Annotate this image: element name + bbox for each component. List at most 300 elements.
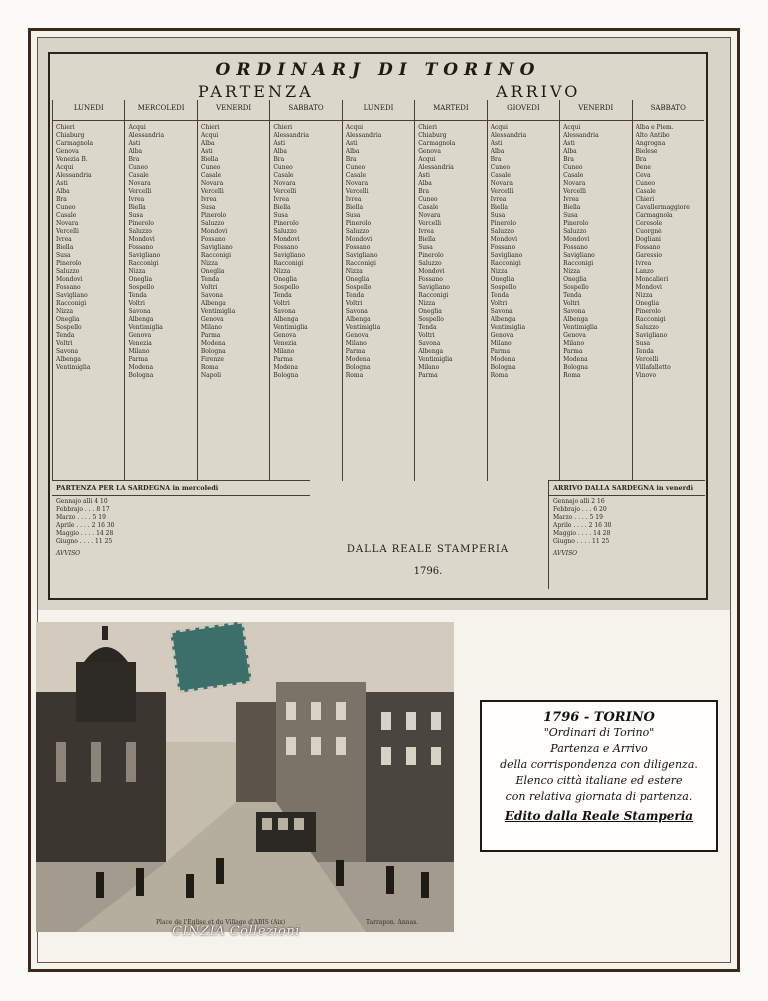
city-entry: Savona	[200, 292, 224, 299]
city-entry: Ivrea	[128, 196, 145, 203]
city-entry: Parma	[128, 356, 148, 363]
postcard-caption: Place de l'Eglise et du Village d'ABIS (Aix)	[156, 919, 286, 926]
city-entry: Susa	[200, 204, 216, 211]
city-entry: Alba	[345, 148, 360, 155]
city-entry: Oneglia	[418, 308, 442, 315]
city-entry: Chieri	[56, 124, 75, 131]
city-entry: Nizza	[635, 292, 653, 299]
city-entry: Saluzzo	[128, 228, 152, 235]
city-entry: Sospello	[128, 284, 155, 291]
city-entry: Asti	[563, 140, 575, 147]
arrivo-label: ARRIVO	[496, 82, 581, 101]
city-entry: Ceresole	[635, 220, 663, 227]
city-entry: Ventimiglia	[273, 324, 308, 331]
city-entry: Saluzzo	[345, 228, 370, 235]
day-header: SABBATO	[632, 100, 704, 120]
city-entry: Ivrea	[490, 196, 507, 203]
city-entry: Parma	[490, 348, 511, 355]
city-entry: Ivrea	[200, 196, 217, 203]
city-entry: Alba	[273, 148, 287, 155]
city-entry: Cuneo	[273, 164, 293, 171]
city-entry: Modena	[345, 356, 371, 363]
city-entry: Mondovì	[200, 228, 228, 235]
city-entry: Racconigi	[418, 292, 449, 299]
city-entry: Mondovì	[273, 236, 300, 243]
sardegna-row: Febbrajo . . . 8 17	[56, 506, 110, 513]
day-header: MARTEDI	[414, 100, 486, 120]
postcard-publisher: Tarrapon. Annas.	[366, 919, 419, 926]
city-entry: Pinerolo	[418, 252, 444, 259]
city-entry: Tenda	[563, 292, 582, 299]
city-entry: Savona	[490, 308, 513, 315]
sardegna-row: Maggio . . . . 14 28	[56, 530, 114, 537]
city-entry: Pinerolo	[563, 220, 589, 227]
city-entry: Acqui	[490, 124, 508, 131]
sardegna-row: Giugno . . . . 11 25	[56, 538, 113, 545]
city-entry: Nizza	[128, 268, 146, 275]
city-entry: Savona	[563, 308, 586, 315]
city-entry: Pinerolo	[635, 308, 661, 315]
city-entry: Angrogna	[635, 140, 666, 147]
city-column	[124, 121, 196, 481]
city-entry: Roma	[200, 364, 219, 371]
sardegna-arrivo	[548, 480, 705, 589]
city-entry: Fossano	[490, 244, 516, 251]
city-entry: Acqui	[345, 124, 364, 131]
city-entry: Racconigi	[345, 260, 376, 267]
city-entry: Albenga	[273, 316, 299, 323]
city-entry: Albenga	[418, 348, 444, 355]
city-entry: Oneglia	[128, 276, 153, 283]
city-entry: Bra	[56, 196, 67, 203]
day-headers	[52, 100, 704, 120]
city-entry: Parma	[273, 356, 293, 363]
city-entry: Casale	[128, 172, 149, 179]
city-entry: Pinerolo	[128, 220, 154, 227]
city-entry: Modena	[200, 340, 226, 347]
city-entry: Novara	[56, 220, 79, 227]
sardegna-row: Marzo . . . . 5 19	[56, 514, 106, 521]
city-entry: Novara	[128, 180, 151, 187]
city-entry: Biella	[200, 156, 219, 163]
city-entry: Mondovì	[418, 268, 445, 275]
city-entry: Albenga	[563, 316, 588, 323]
city-entry: Vercelli	[563, 188, 586, 195]
city-entry: Bra	[128, 156, 140, 163]
city-entry: Milano	[273, 348, 295, 355]
city-entry: Milano	[563, 340, 585, 347]
day-header: GIOVEDI	[487, 100, 559, 120]
city-entry: Susa	[56, 252, 71, 259]
city-entry: Venezia B.	[56, 156, 88, 163]
city-entry: Oneglia	[56, 316, 80, 323]
city-entry: Racconigi	[563, 260, 594, 267]
sardegna-row: Giugno . . . . 11 25	[553, 538, 610, 545]
city-entry: Tenda	[273, 292, 292, 299]
city-entry: Novara	[273, 180, 296, 187]
city-entry: Sospello	[490, 284, 517, 291]
city-entry: Milano	[128, 348, 150, 355]
city-entry: Oneglia	[490, 276, 515, 283]
city-entry: Mondovì	[128, 236, 155, 243]
city-entry: Ivrea	[56, 236, 72, 243]
day-header: LUNEDI	[342, 100, 414, 120]
city-entry: Sospello	[56, 324, 82, 331]
city-entry: Oneglia	[273, 276, 297, 283]
city-entry: Albenga	[56, 356, 81, 363]
day-header: SABBATO	[269, 100, 341, 120]
city-entry: Acqui	[563, 124, 581, 131]
city-entry: Cuneo	[418, 196, 438, 203]
city-entry: Milano	[200, 324, 222, 331]
city-entry: Mondovì	[490, 236, 518, 243]
sardegna-arrivo-title: ARRIVO DALLA SARDEGNA in venerdì	[549, 481, 705, 496]
city-entry: Savigliano	[56, 292, 88, 299]
city-entry: Bra	[635, 156, 647, 163]
city-column	[414, 121, 486, 481]
city-entry: Ivrea	[273, 196, 290, 203]
city-entry: Biella	[56, 244, 74, 251]
city-entry: Pinerolo	[490, 220, 517, 227]
city-entry: Dogliani	[635, 236, 661, 243]
city-entry: Racconigi	[490, 260, 521, 267]
city-entry: Parma	[345, 348, 366, 355]
city-entry: Pinerolo	[273, 220, 299, 227]
day-header: VENERDI	[559, 100, 631, 120]
city-entry: Chiaburg	[56, 132, 85, 139]
city-entry: Roma	[563, 372, 581, 379]
city-entry: Biella	[128, 204, 146, 211]
description-line: con relativa giornata di partenza.	[505, 790, 693, 803]
sardegna-partenza-title: PARTENZA PER LA SARDEGNA in mercoledì	[52, 481, 310, 496]
city-entry: Chieri	[200, 124, 220, 131]
city-column	[632, 121, 704, 481]
city-entry: Saluzzo	[563, 228, 587, 235]
sardegna-row: Aprile . . . . 2 16 30	[553, 522, 612, 529]
city-entry: Savigliano	[273, 252, 306, 259]
city-entry: Cuneo	[200, 164, 221, 171]
city-entry: Modena	[490, 356, 516, 363]
city-entry: Alba	[128, 148, 143, 155]
year-line: 1796.	[413, 566, 443, 577]
city-entry: Mondovì	[345, 236, 373, 243]
city-entry: Voltri	[418, 332, 435, 339]
city-entry: Bra	[563, 156, 574, 163]
sardegna-partenza-avviso: AVVISO	[56, 550, 81, 557]
city-entry: Villafalletto	[635, 364, 671, 371]
city-entry: Bene	[635, 164, 651, 171]
city-entry: Casale	[635, 188, 656, 195]
city-entry: Biella	[273, 204, 291, 211]
city-entry: Ventimiglia	[56, 364, 91, 371]
city-entry: Casale	[418, 204, 439, 211]
sardegna-row: Marzo . . . . 5 19	[553, 514, 603, 521]
city-entry: Tenda	[635, 348, 654, 355]
city-entry: Savigliano	[563, 252, 595, 259]
city-entry: Casale	[490, 172, 511, 179]
city-entry: Bra	[490, 156, 502, 163]
city-entry: Fossano	[563, 244, 588, 251]
city-entry: Racconigi	[273, 260, 304, 267]
day-header: LUNEDI	[52, 100, 124, 120]
city-entry: Nizza	[56, 308, 74, 315]
city-entry: Asti	[200, 148, 213, 155]
city-entry: Savona	[418, 340, 441, 347]
city-entry: Bologna	[490, 364, 516, 371]
city-entry: Mondovì	[56, 276, 83, 283]
city-entry: Fossano	[128, 244, 154, 251]
city-entry: Roma	[345, 372, 364, 379]
city-entry: Voltri	[56, 340, 73, 347]
city-entry: Asti	[56, 180, 68, 187]
city-entry: Parma	[200, 332, 221, 339]
city-entry: Ceva	[635, 172, 651, 179]
city-entry: Ivrea	[563, 196, 579, 203]
city-entry: Cuneo	[56, 204, 76, 211]
city-entry: Modena	[128, 364, 154, 371]
city-entry: Alba	[418, 180, 432, 187]
city-entry: Cuneo	[345, 164, 366, 171]
city-column	[487, 121, 559, 481]
city-entry: Savigliano	[345, 252, 378, 259]
description-line: "Ordinari di Torino"	[543, 726, 655, 739]
city-entry: Nizza	[490, 268, 508, 275]
city-entry: Novara	[418, 212, 441, 219]
city-entry: Cuorgnè	[635, 228, 662, 235]
city-entry: Fossano	[273, 244, 298, 251]
city-entry: Alba e Piem.	[635, 124, 674, 131]
description-line: della corrispondenza con diligenza.	[500, 758, 698, 771]
city-entry: Saluzzo	[200, 220, 225, 227]
sardegna-partenza-rows	[52, 496, 310, 548]
city-entry: Pinerolo	[345, 220, 372, 227]
city-entry: Voltri	[563, 300, 580, 307]
city-entry: Susa	[273, 212, 288, 219]
city-entry: Lanzo	[635, 268, 654, 275]
city-entry: Modena	[563, 356, 588, 363]
city-entry: Chieri	[418, 124, 437, 131]
city-entry: Savigliano	[490, 252, 523, 259]
city-entry: Venezia	[128, 340, 152, 347]
city-entry: Saluzzo	[56, 268, 80, 275]
city-entry: Genova	[273, 332, 297, 339]
city-entry: Bra	[345, 156, 357, 163]
city-entry: Genova	[200, 316, 224, 323]
city-entry: Fossano	[635, 244, 661, 251]
city-entry: Susa	[563, 212, 578, 219]
city-entry: Savona	[128, 308, 151, 315]
city-entry: Susa	[128, 212, 144, 219]
city-entry: Ivrea	[345, 196, 362, 203]
city-entry: Fossano	[200, 236, 226, 243]
description-line: Partenza e Arrivo	[550, 742, 648, 755]
city-entry: Tenda	[56, 332, 75, 339]
city-entry: Alba	[200, 140, 215, 147]
city-entry: Sospello	[563, 284, 589, 291]
city-entry: Genova	[490, 332, 514, 339]
city-entry: Susa	[345, 212, 361, 219]
city-entry: Alessandria	[490, 132, 527, 139]
city-entry: Genova	[345, 332, 369, 339]
city-entry: Novara	[563, 180, 586, 187]
city-entry: Ventimiglia	[128, 324, 163, 331]
city-entry: Casale	[345, 172, 367, 179]
city-entry: Parma	[418, 372, 438, 379]
city-entry: Ventimiglia	[200, 308, 236, 315]
city-entry: Vinovo	[635, 372, 657, 379]
city-entry: Carmagnola	[418, 140, 456, 147]
sardegna-partenza	[52, 480, 310, 589]
city-entry: Ivrea	[635, 260, 652, 267]
city-entry: Mondovì	[563, 236, 590, 243]
city-entry: Savona	[273, 308, 296, 315]
city-entry: Tenda	[128, 292, 147, 299]
city-entry: Savigliano	[418, 284, 450, 291]
city-entry: Savona	[56, 348, 79, 355]
city-entry: Nizza	[563, 268, 581, 275]
city-entry: Pinerolo	[200, 212, 227, 219]
city-entry: Sospello	[418, 316, 444, 323]
city-entry: Alba	[490, 148, 505, 155]
historical-document	[38, 38, 730, 610]
city-entry: Novara	[345, 180, 369, 187]
publisher-line: DALLA REALE STAMPERIA	[346, 544, 510, 555]
city-entry: Saluzzo	[490, 228, 515, 235]
sardegna-row: Gennajo alli 2 16	[553, 498, 605, 505]
city-entry: Vercelli	[128, 188, 152, 195]
city-entry: Bologna	[273, 372, 299, 379]
sardegna-row: Aprile . . . . 2 16 30	[56, 522, 115, 529]
city-entry: Saluzzo	[273, 228, 297, 235]
city-entry: Genova	[563, 332, 586, 339]
city-entry: Acqui	[56, 164, 74, 171]
description-edito: Edito dalla Reale Stamperia	[504, 809, 694, 823]
city-entry: Milano	[490, 340, 512, 347]
city-entry: Alessandria	[345, 132, 382, 139]
city-entry: Alessandria	[56, 172, 92, 179]
city-entry: Moncalieri	[635, 276, 669, 283]
city-entry: Asti	[490, 140, 503, 147]
city-entry: Racconigi	[56, 300, 87, 307]
city-entry: Milano	[418, 364, 440, 371]
city-entry: Alessandria	[128, 132, 165, 139]
city-entry: Chieri	[635, 196, 655, 203]
city-entry: Cuneo	[490, 164, 511, 171]
city-column	[197, 121, 269, 481]
city-entry: Savigliano	[128, 252, 161, 259]
city-entry: Asti	[273, 140, 286, 147]
city-entry: Ventimiglia	[490, 324, 526, 331]
city-entry: Carmagnola	[56, 140, 94, 147]
city-entry: Oneglia	[635, 300, 660, 307]
city-entry: Albenga	[345, 316, 371, 323]
city-entry: Vercelli	[635, 356, 659, 363]
city-entry: Tenda	[490, 292, 509, 299]
city-entry: Fossano	[56, 284, 81, 291]
city-entry: Casale	[56, 212, 77, 219]
city-entry: Tenda	[200, 276, 220, 283]
city-entry: Genova	[56, 148, 79, 155]
city-entry: Alba	[56, 188, 70, 195]
sardegna-row: Febbrajo . . . 6 20	[553, 506, 607, 513]
city-entry: Pinerolo	[56, 260, 82, 267]
city-entry: Fossano	[345, 244, 371, 251]
city-entry: Modena	[273, 364, 298, 371]
city-entry: Sospello	[273, 284, 299, 291]
city-entry: Garessio	[635, 252, 662, 259]
city-entry: Casale	[200, 172, 222, 179]
city-entry: Biella	[418, 236, 436, 243]
city-entry: Saluzzo	[418, 260, 442, 267]
city-entry: Oneglia	[563, 276, 587, 283]
city-entry: Chieri	[273, 124, 293, 131]
city-entry: Bra	[418, 188, 430, 195]
city-entry: Bologna	[200, 348, 226, 355]
city-columns	[52, 120, 704, 481]
city-entry: Albenga	[128, 316, 154, 323]
sardegna-row: Maggio . . . . 14 28	[553, 530, 611, 537]
city-entry: Acqui	[418, 156, 436, 163]
city-entry: Fossano	[418, 276, 443, 283]
city-entry: Asti	[345, 140, 358, 147]
city-entry: Milano	[345, 340, 367, 347]
city-entry: Asti	[418, 172, 430, 179]
city-entry: Novara	[490, 180, 513, 187]
city-entry: Cuneo	[563, 164, 583, 171]
city-entry: Vercelli	[418, 220, 442, 227]
city-entry: Voltri	[490, 300, 508, 307]
city-entry: Parma	[563, 348, 583, 355]
city-entry: Casale	[273, 172, 294, 179]
city-entry: Biella	[563, 204, 581, 211]
city-entry: Bra	[273, 156, 285, 163]
city-entry: Ventimiglia	[418, 356, 453, 363]
city-entry: Nizza	[200, 260, 218, 267]
city-entry: Ventimiglia	[345, 324, 381, 331]
city-entry: Cavallermaggiore	[635, 204, 690, 211]
city-column	[342, 121, 414, 481]
city-entry: Alessandria	[273, 132, 309, 139]
city-entry: Cuneo	[128, 164, 148, 171]
city-entry: Firenze	[200, 356, 224, 363]
description-box	[480, 700, 718, 852]
city-entry: Cuneo	[635, 180, 655, 187]
city-entry: Asti	[128, 140, 141, 147]
city-entry: Venezia	[273, 340, 297, 347]
postage-stamp	[170, 622, 252, 693]
collection-credit: CINZIA Collezioni	[172, 924, 300, 939]
sardegna-row: Gennajo alli 4 10	[56, 498, 108, 505]
city-entry: Casale	[563, 172, 584, 179]
vintage-postcard	[36, 622, 454, 932]
city-entry: Ivrea	[418, 228, 434, 235]
city-entry: Alto Antibo	[635, 132, 670, 139]
city-entry: Nizza	[345, 268, 363, 275]
city-entry: Alessandria	[418, 164, 454, 171]
city-entry: Mondovì	[635, 284, 662, 291]
city-entry: Savona	[345, 308, 368, 315]
city-entry: Alba	[563, 148, 577, 155]
city-entry: Voltri	[273, 300, 290, 307]
city-entry: Bologna	[128, 372, 154, 379]
city-entry: Bologna	[563, 364, 588, 371]
city-entry: Tenda	[418, 324, 437, 331]
city-entry: Ventimiglia	[563, 324, 598, 331]
city-entry: Susa	[418, 244, 433, 251]
city-entry: Savigliano	[635, 332, 668, 339]
city-entry: Chiaburg	[418, 132, 447, 139]
city-entry: Albenga	[490, 316, 516, 323]
